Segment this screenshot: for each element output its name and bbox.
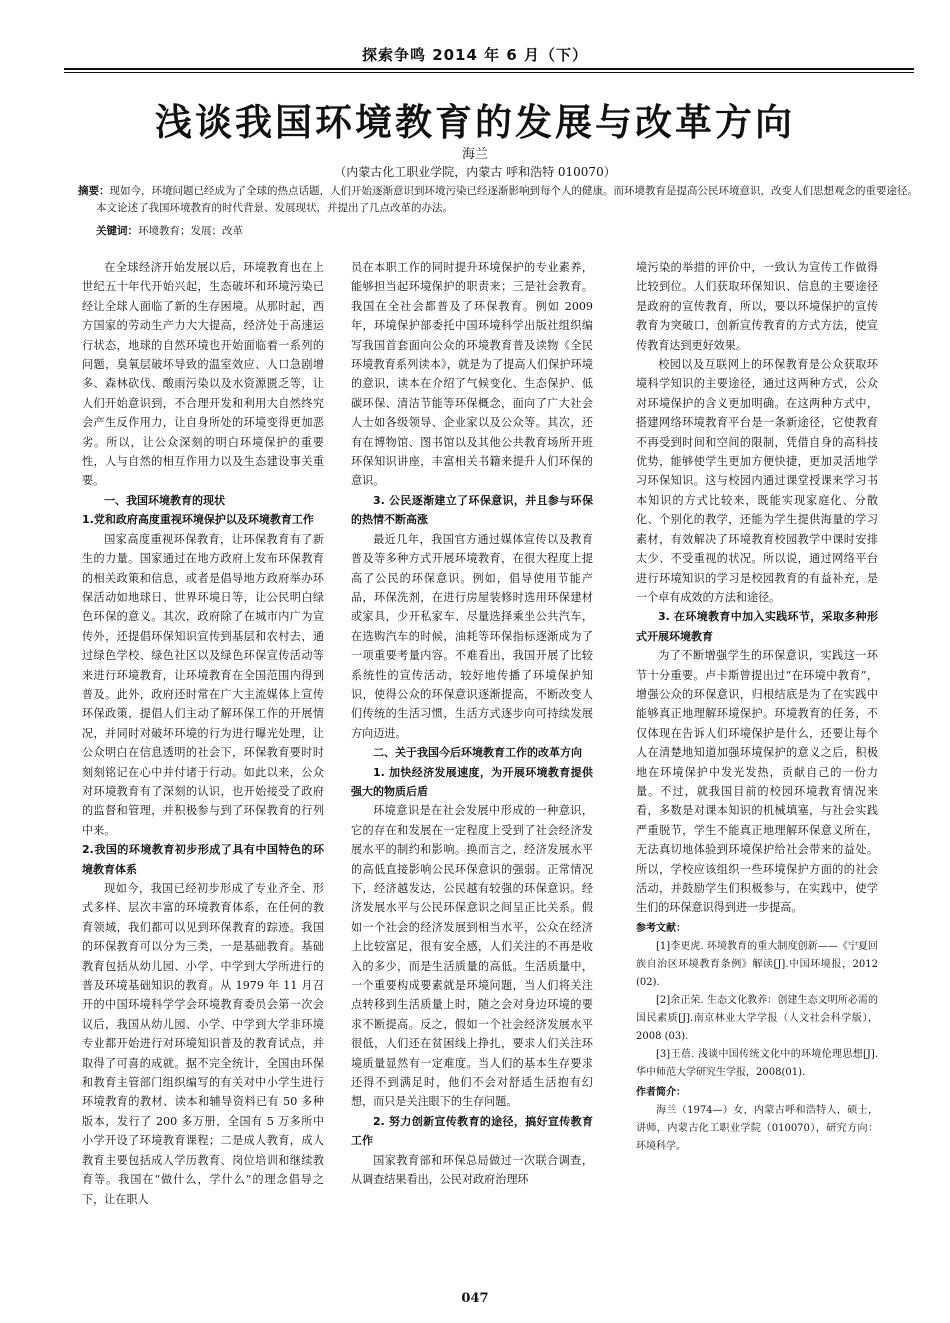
abstract-text: 现如今，环境问题已经成为了全球的热点话题，人们开始逐渐意识到环境污染已经逐渐影响到每个人的健康。而环境教育是提高公民环境意识，改变人们思想观念的重要途径。本文论述了我国环境教育的时代背景、发展现状，并提出了几点改革的办法。	[96, 185, 918, 214]
paragraph: 国家教育部和环保总局做过一次联合调查，从调查结果看出，公民对政府治理环	[351, 1153, 593, 1187]
column-1	[82, 258, 324, 1209]
paragraph: 国家高度重视环保教育，让环保教育有了新生的力量。国家通过在地方政府上发布环保教育的相关政策和信息，或者是倡导地方政府举办环保活动如地球日、世界环境日等，让公民明白绿色环保的意义。其次，政府除了在城市内广为宣传外，还提倡环保知识宣传到基层和农村去，通过绿色学校、绿色社区以及绿色环保宣传活动等来进行环境教育，让环境教育在全国范围内得到普及。此外，政府还时常在广大主流媒体上宣传环保政策，提倡人们主动了解环保工作的开展情况，并同时对破坏环境的行为进行曝光处理，让公众明白在信息透明的社会下，环保教育要时时刻刻铭记在心中并付诸于行动。如此以来，公众对环境教育有了深刻的认识，也开始接受了政府的监督和管理，并积极参与到了环保教育的行列中来。	[82, 532, 324, 837]
header-rule-thin	[64, 72, 914, 73]
column-2	[351, 258, 593, 1190]
journal-header	[0, 44, 950, 65]
section-heading: 二、关于我国今后环境教育工作的改革方向	[373, 746, 582, 760]
reference-item: [1]李更虎. 环境教育的重大制度创新——《宁夏回族自治区环境教育条例》解读[J].中国环境报，2012 (02).	[636, 940, 878, 988]
subsection-heading: 3. 在环境教育中加入实践环节，采取多种形式开展环境教育	[636, 610, 878, 643]
abstract-label: 摘要：	[78, 185, 110, 197]
paragraph: 在全球经济开始发展以后，环境教育也在上世纪五十年代开始兴起，生态破坏和环境污染已经让全球人面临了新的生存困境。从那时起，西方国家的劳动生产力大大提高，经济处于高速运行状态，地球的自然环境也开始面临着一系列的问题，臭氧层破坏导致的温室效应、人口急剧增多、森林砍伐、酸雨污染以及水资源匮乏等，让人们开始意识到，不合理开发和利用大自然终究会产生反作用力，让自身所处的环境变得更加恶劣。所以，让公众深刻的明白环境保护的重要性，人与自然的相互作用力以及生态建设事关重要。	[82, 261, 324, 488]
reference-item: [3]王蓓. 浅谈中国传统文化中的环境伦理思想[J].华中师范大学研究生学报，2008(01).	[636, 1048, 878, 1078]
author-name: 海兰	[461, 147, 488, 162]
subsection-heading: 3. 公民逐渐建立了环保意识，并且参与环保的热情不断高涨	[351, 493, 593, 527]
paragraph: 现如今，我国已经初步形成了专业齐全、形式多样、层次丰富的环境教育体系，在任何的教育领域，我们都可以见到环保教育的踪迹。我国的环保教育可以分为三类，一是基础教育。基础教育包括从幼儿园、小学、中学到大学所进行的普及环境基础知识的教育。从 1979 年 11 月召开的中国环境科学学会环境教育委员会第一次会议后，我国从幼儿园、小学、中学到大学非环境专业都开始进行对环境知识普及的教育试点，并取得了可喜的成就。据不完全统计，全国由环保和教育主管部门组织编写的有关对中小学生进行环境教育的教材、读本和辅导资料已有 50 多种版本，发行了 200 多万册，全国有 5 万多所中小学开设了环境教育课程；二是成人教育，成人教育主要包括成人学历教育、岗位培训和继续教育等。我国在“做什么，学什么”的理念倡导之下，让在职人	[82, 882, 324, 1206]
paragraph: 环境意识是在社会发展中形成的一种意识，它的存在和发展在一定程度上受到了社会经济发展水平的制约和影响。换而言之，经济发展水平的高低直接影响公民环保意识的强弱。正常情况下，经济越发达，公民越有较强的环保意识。经济发展水平与公民环保意识之间呈正比关系。假如一个社会的经济发展到相当水平，公众在经济上比较富足，很有安全感，人们关注的不再是收入的多少，而是生活质量的高低。生活质量中，一个重要构成要素就是环境问题，当人们将关注点转移到生活质量上时，随之会对身边环境的要求不断提高。反之，假如一个社会经济发展水平很低，人们还在贫困线上挣扎，要求人们关注环境质量显然有一定难度。当人们的基本生存要求还得不到满足时，他们不会对舒适生活抱有幻想，而只是关注眼下的生存问题。	[351, 804, 593, 1109]
abstract	[78, 183, 926, 217]
section-heading: 一、我国环境教育的现状	[104, 493, 225, 507]
article-title: 浅谈我国环境教育的发展与改革方向	[155, 101, 795, 144]
paragraph: 员在本职工作的同时提升环境保护的专业素养，能够担当起环境保护的职责来；三是社会教育。我国在全社会都普及了环保教育。例如 2009 年，环境保护部委托中国环境科学出版社组织编写我国首套面向公众的环境教育普及读物《全民环境教育系列读本》，就是为了提高人们保护环境的意识，读本在介绍了气候变化、生态保护、低碳环保、清洁节能等环保概念，面向了广大社会人士如各级领导、企业家以及公众等。其次，还有在博物馆、图书馆以及其他公共教育场所开班环保知识讲座，丰富相关书籍来提升人们环保的意识。	[351, 261, 593, 488]
issue-date: 2014 年 6 月（下）	[432, 46, 589, 64]
author-bio: 海兰（1974—）女，内蒙古呼和浩特人，硕士，讲师，内蒙古化工职业学院（010070），研究方向：环境科学。	[636, 1104, 878, 1152]
column-3	[636, 258, 878, 1156]
references	[636, 920, 878, 1156]
keywords-text: 环境教育；发展；改革	[138, 225, 243, 237]
subsection-heading: 2.我国的环境教育初步形成了具有中国特色的环境教育体系	[82, 843, 324, 876]
author-affiliation: （内蒙古化工职业学院，内蒙古 呼和浩特 010070）	[334, 165, 616, 179]
subsection-heading: 1. 加快经济发展速度，为开展环境教育提供强大的物质后盾	[351, 765, 593, 798]
paragraph: 最近几年，我国官方通过媒体宣传以及教育普及等多种方式开展环境教育，在很大程度上提高了公民的环保意识。例如，倡导使用节能产品，环保洗剂，在进行房屋装修时选用环保建材或家具，少开私家车、尽量选择乘坐公共汽车，在选购汽车的时候，油耗等环保指标逐渐成为了一项重要考量内容。不难看出，我国开展了比较系统性的宣传活动，较好地传播了环境保护知识，使得公众的环保意识逐渐提高，不断改变人们传统的生活习惯，生活方式逐步向可持续发展方向迈进。	[351, 532, 593, 740]
paragraph: 为了不断增强学生的环保意识，实践这一环节十分重要。卢卡斯曾提出过“在环境中教育”，增强公众的环保意识，归根结底是为了在实践中能够真正地理解环境保护。环境教育的任务，不仅体现在告诉人们环境保护是什么，还要让每个人在清楚地知道加强环境保护的意义之后，积极地在环境保护中发光发热，贡献自己的一份力量。不过，就我国目前的校园环境教育情况来看，多数是对课本知识的机械填塞，与社会实践严重脱节，学生不能真正地理解环保意义所在，无法真切地体验到环境保护给社会带来的益处。所以，学校应该组织一些环境保护方面的的社会活动，并鼓励学生们积极参与，在实践中，使学生们的环保意识得到进一步提高。	[636, 649, 878, 915]
paragraph: 境污染的举措的评价中，一致认为宣传工作做得比较到位。人们获取环保知识、信息的主要途径是政府的宣传教育，所以，要以环境保护的宣传教育为突破口，创新宣传教育的方式方法，使宣传教育达到更好效果。	[636, 261, 878, 352]
paragraph: 校园以及互联网上的环保教育是公众获取环境科学知识的主要途径，通过这两种方式，公众对环境保护的含义更加明确。在这两种方式中，搭建网络环境教育平台是一条新途径，它使教育不再受到时间和空间的限制，凭借自身的高科技优势，能够使学生更加方便快捷，更加灵活地学习环保知识。这与校园内通过课堂授课来学习书本知识的方式比较来，既能实现家庭化、分散化、个别化的教学，还能为学生提供海量的学习素材，有效解决了环境教育校园教学中课时安排太少、不受重视的状况。所以说，通过网络平台进行环境知识的学习是校园教育的有益补充，是一个卓有成效的方法和途径。	[636, 358, 878, 604]
author-bio-label: 作者简介：	[636, 1086, 686, 1098]
page-number: 047	[461, 1291, 489, 1306]
journal-name: 探索争鸣	[361, 46, 426, 64]
subsection-heading: 1.党和政府高度重视环境保护以及环境教育工作	[82, 513, 314, 527]
reference-item: [2]余正荣. 生态文化教养：创建生态文明所必需的国民素质[J].南京林业大学学报（人文社会科学版），2008 (03).	[636, 994, 878, 1042]
keywords	[96, 223, 243, 238]
header-rule-thick	[64, 68, 914, 70]
keywords-label: 关键词：	[96, 225, 138, 237]
references-label: 参考文献：	[636, 922, 686, 934]
subsection-heading: 2. 努力创新宣传教育的途径，搞好宣传教育工作	[351, 1114, 593, 1148]
